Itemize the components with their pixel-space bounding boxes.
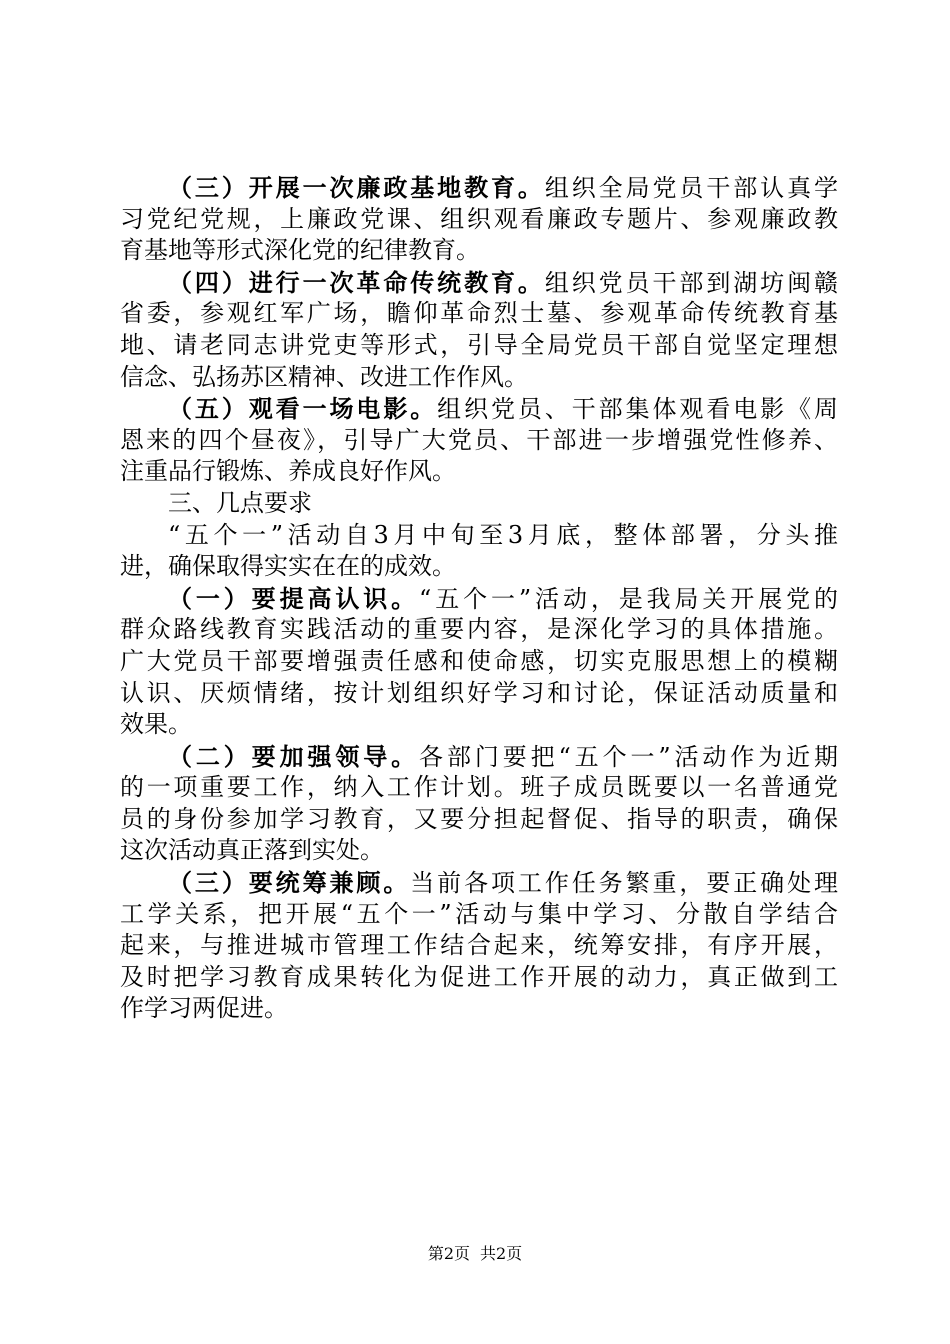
line-text: 组织全局党员干部认真学 bbox=[544, 174, 839, 202]
section-heading: （一）要提高认识。 bbox=[168, 583, 420, 613]
text-line bbox=[120, 804, 838, 836]
section-heading: （三）要统筹兼顾。 bbox=[168, 868, 411, 898]
text-line bbox=[120, 393, 838, 425]
section-heading: （五）观看一场电影。 bbox=[168, 394, 438, 424]
line-text: 当前各项工作任务繁重，要正确处理 bbox=[410, 869, 838, 898]
text-line bbox=[120, 583, 838, 615]
text-line bbox=[120, 646, 838, 678]
line-text: 认识、厌烦情绪，按计划组织好学习和讨论，保证活动质量和 bbox=[120, 678, 838, 707]
line-text: 这次活动真正落到实处。 bbox=[120, 836, 384, 865]
text-line bbox=[120, 678, 838, 710]
line-text: 群众路线教育实践活动的重要内容，是深化学习的具体措施。 bbox=[120, 615, 838, 644]
line-text: 作学习两促进。 bbox=[120, 994, 288, 1023]
text-line bbox=[120, 330, 838, 362]
text-line bbox=[120, 267, 838, 299]
section-title bbox=[120, 488, 838, 520]
text-line bbox=[120, 899, 838, 931]
line-text: 各部门要把“五个一”活动作为近期 bbox=[419, 742, 838, 771]
section-heading: （四）进行一次革命传统教育。 bbox=[168, 267, 545, 297]
document-body bbox=[120, 172, 838, 1025]
line-text: 注重品行锻炼、养成良好作风。 bbox=[120, 457, 456, 486]
section-requirements bbox=[120, 488, 838, 520]
line-text: 及时把学习教育成果转化为促进工作开展的动力，真正做到工 bbox=[120, 962, 838, 991]
line-text: 工学关系，把开展“五个一”活动与集中学习、分散自学结合 bbox=[120, 899, 838, 928]
text-line bbox=[120, 298, 838, 330]
section-heading: （三）开展一次廉政基地教育。 bbox=[168, 173, 545, 202]
text-line bbox=[120, 362, 838, 394]
text-line bbox=[120, 709, 838, 741]
text-line bbox=[120, 520, 838, 552]
paragraph-raise-awareness bbox=[120, 583, 838, 741]
text-line bbox=[120, 867, 838, 899]
line-text: 恩来的四个昼夜》，引导广大党员、干部进一步增强党性修养、 bbox=[120, 425, 838, 454]
paragraph-revolution-tradition-education bbox=[120, 267, 838, 393]
page-total: 共2页 bbox=[480, 1244, 523, 1263]
paragraph-strengthen-leadership bbox=[120, 741, 838, 867]
text-line bbox=[120, 741, 838, 773]
page-number: 第2页 bbox=[427, 1244, 470, 1263]
text-line bbox=[120, 204, 838, 236]
text-line bbox=[120, 930, 838, 962]
text-line bbox=[120, 835, 838, 867]
text-line bbox=[120, 962, 838, 994]
line-text: 的一项重要工作，纳入工作计划。班子成员既要以一名普通党 bbox=[120, 773, 838, 802]
paragraph-activity-schedule bbox=[120, 520, 838, 583]
line-text: 省委，参观红军广场，瞻仰革命烈士墓、参观革命传统教育基 bbox=[120, 299, 838, 328]
line-text: 组织党员干部到湖坊闽赣 bbox=[544, 268, 839, 297]
paragraph-watch-movie bbox=[120, 393, 838, 488]
text-line bbox=[120, 993, 838, 1025]
paragraph-overall-planning bbox=[120, 867, 838, 1025]
line-text: 组织党员、干部集体观看电影《周 bbox=[437, 395, 839, 424]
line-text: “五个一”活动自3月中旬至3月底，整体部署，分头推 bbox=[168, 520, 838, 549]
line-text: 习党纪党规，上廉政党课、组织观看廉政专题片、参观廉政教 bbox=[120, 204, 838, 233]
section-heading: （二）要加强领导。 bbox=[168, 741, 420, 771]
text-line bbox=[120, 551, 838, 583]
line-text: 三、几点要求 bbox=[168, 488, 312, 517]
line-text: 育基地等形式深化党的纪律教育。 bbox=[120, 236, 480, 265]
line-text: 地、请老同志讲党吏等形式，引导全局党员干部自觉坚定理想 bbox=[120, 330, 838, 359]
text-line bbox=[120, 614, 838, 646]
line-text: 进，确保取得实实在在的成效。 bbox=[120, 552, 456, 581]
line-text: 信念、弘扬苏区精神、改进工作作风。 bbox=[120, 362, 528, 391]
line-text: 广大党员干部要增强责任感和使命感，切实克服思想上的模糊 bbox=[120, 646, 838, 675]
line-text: 效果。 bbox=[120, 710, 192, 739]
line-text: 起来，与推进城市管理工作结合起来，统筹安排，有序开展， bbox=[120, 931, 838, 960]
text-line bbox=[120, 172, 838, 204]
text-line bbox=[120, 235, 838, 267]
page-footer bbox=[0, 1244, 950, 1264]
line-text: 员的身份参加学习教育，又要分担起督促、指导的职责，确保 bbox=[120, 804, 838, 833]
text-line bbox=[120, 772, 838, 804]
line-text: “五个一”活动，是我局关开展党的 bbox=[419, 584, 838, 613]
text-line bbox=[120, 456, 838, 488]
paragraph-clean-govt-education bbox=[120, 172, 838, 267]
text-line bbox=[120, 425, 838, 457]
